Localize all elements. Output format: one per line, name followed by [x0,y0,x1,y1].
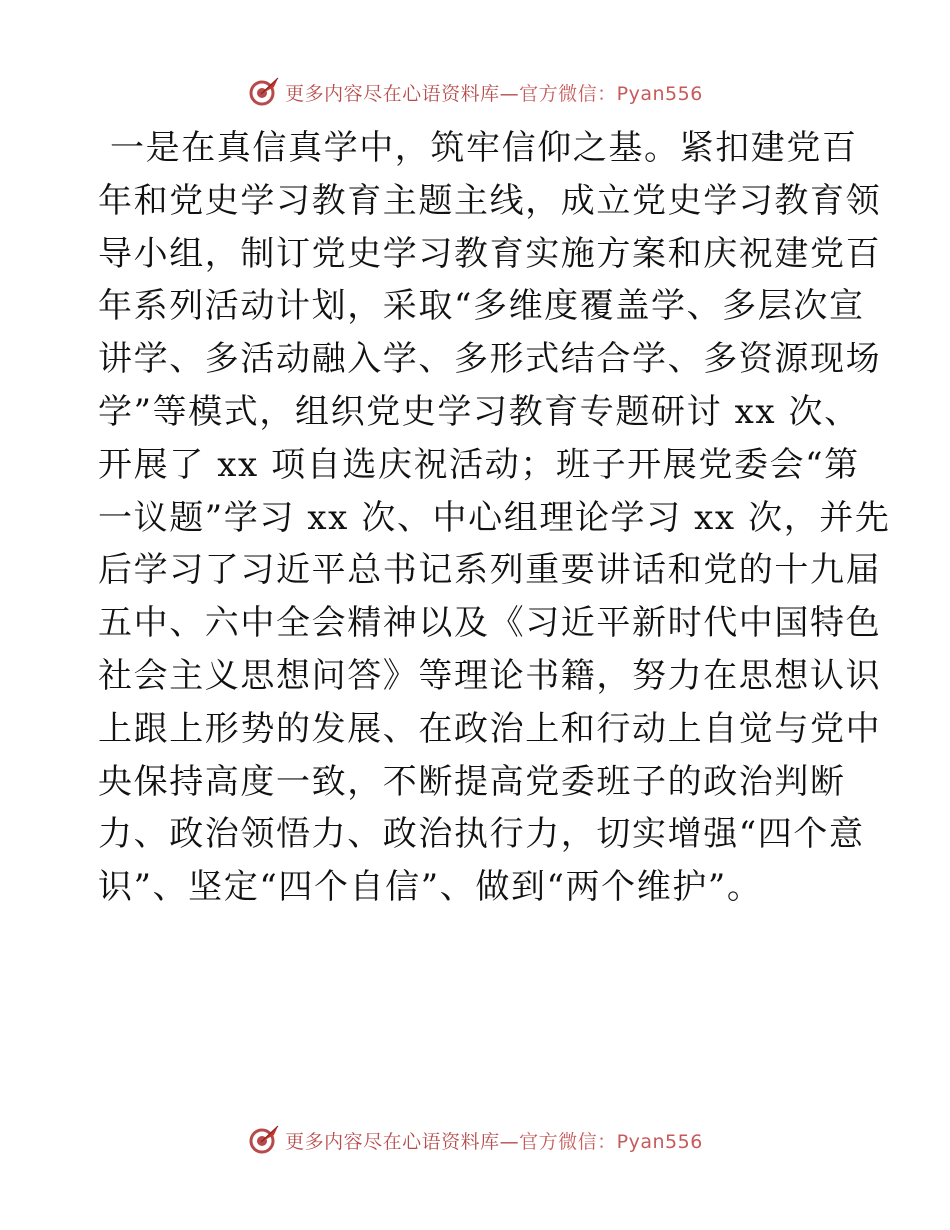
paragraph-line: 年系列活动计划，采取“多维度覆盖学、多层次宣 [98,286,865,327]
quill-circle-logo-icon [247,75,281,109]
banner-dash: — [499,82,520,105]
banner-contact: 官方微信：Pyan556 [519,82,703,105]
header-banner [0,72,950,112]
quill-circle-logo-icon [247,1123,281,1157]
paragraph-line: 上跟上形势的发展、在政治上和行动上自觉与党中 [98,708,882,749]
paragraph-line: 识”、坚定“四个自信”、做到“两个维护”。 [98,867,763,908]
paragraph-line: 五中、六中全会精神以及《习近平新时代中国特色 [98,603,882,644]
paragraph-line: 力、政治领悟力、政治执行力，切实增强“四个意 [98,814,865,855]
paragraph-line: 学”等模式，组织党史学习教育专题研讨 xx 次、 [98,391,860,432]
paragraph-line: 一是在真信真学中，筑牢信仰之基。紧扣建党百 [110,128,858,168]
banner-title: 更多内容尽在心语资料库 [285,82,500,105]
paragraph-line: 后学习了习近平总书记系列重要讲话和党的十九届 [98,550,882,591]
footer-banner [0,1120,950,1160]
paragraph-line: 年和党史学习教育主题主线，成立党史学习教育领 [98,180,882,221]
document-paragraph [98,122,891,914]
paragraph-line: 一议题”学习 xx 次、中心组理论学习 xx 次，并先 [98,497,891,538]
paragraph-line: 讲学、多活动融入学、多形式结合学、多资源现场 [98,339,882,380]
banner-contact: 官方微信：Pyan556 [519,1130,703,1153]
paragraph-line: 社会主义思想问答》等理论书籍，努力在思想认识 [98,655,882,696]
paragraph-line: 开展了 xx 项自选庆祝活动；班子开展党委会“第 [98,444,860,485]
banner-title: 更多内容尽在心语资料库 [285,1130,500,1153]
paragraph-line: 央保持高度一致，不断提高党委班子的政治判断 [98,761,846,802]
paragraph-line: 导小组，制订党史学习教育实施方案和庆祝建党百 [98,233,882,274]
banner-dash: — [499,1130,520,1153]
